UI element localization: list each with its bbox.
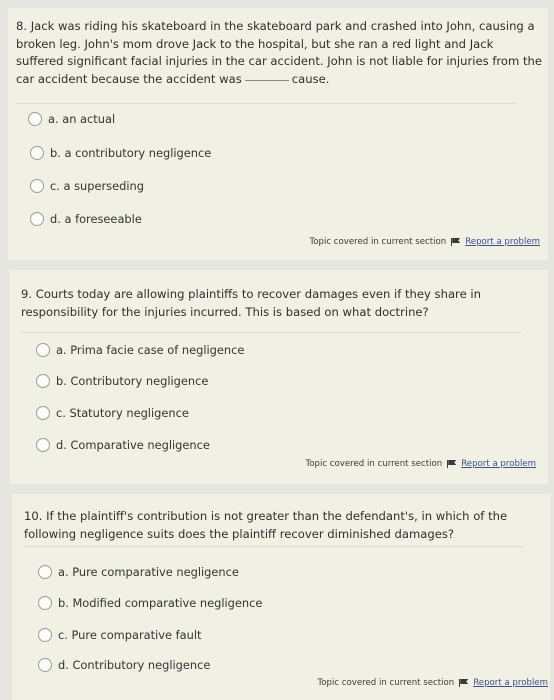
option-d[interactable] — [36, 438, 210, 452]
question-card-10 — [12, 494, 550, 700]
option-label: d. Comparative negligence — [56, 438, 210, 452]
option-label: d. Contributory negligence — [58, 658, 211, 672]
question-text — [16, 18, 542, 88]
question-card-9 — [10, 270, 548, 484]
question-prompt: 8. Jack was riding his skateboard in the skateboard park and crashed into John, causing a broken leg. John's mom drove Jack to the hospital, but she ran a red light and Jack suffered significant facial injuries in the car accident. John is not liable for injuries from the car accident because the accident was — [16, 19, 543, 86]
question-footer — [305, 459, 536, 469]
question-footer — [317, 678, 548, 688]
radio-button[interactable] — [36, 343, 50, 357]
option-c[interactable] — [30, 179, 144, 193]
question-card-8 — [8, 8, 548, 260]
radio-button[interactable] — [30, 146, 44, 160]
option-label: a. an actual — [48, 112, 116, 126]
radio-button[interactable] — [36, 374, 50, 388]
option-c[interactable] — [38, 628, 202, 642]
topic-covered-label: Topic covered in current section — [305, 459, 443, 469]
option-a[interactable] — [36, 343, 244, 357]
report-problem-link[interactable]: Report a problem — [461, 459, 536, 469]
report-problem-link[interactable]: Report a problem — [465, 237, 540, 247]
radio-button[interactable] — [38, 596, 52, 610]
option-label: c. a superseding — [50, 179, 144, 193]
divider — [16, 103, 516, 104]
radio-button[interactable] — [30, 179, 44, 193]
radio-button[interactable] — [30, 212, 44, 226]
topic-covered-label: Topic covered in current section — [309, 237, 447, 247]
question-prompt-suffix: cause. — [291, 71, 330, 86]
topic-covered-label: Topic covered in current section — [317, 678, 455, 688]
option-a[interactable] — [28, 112, 115, 126]
option-label: c. Pure comparative fault — [58, 628, 202, 642]
radio-button[interactable] — [36, 438, 50, 452]
option-d[interactable] — [38, 658, 210, 672]
radio-button[interactable] — [38, 565, 52, 579]
question-text: 9. Courts today are allowing plaintiffs to recover damages even if they share in responsibility for the injuries incurred. This is based on what doctrine? — [21, 287, 481, 319]
option-b[interactable] — [36, 374, 208, 388]
option-label: a. Prima facie case of negligence — [56, 343, 245, 357]
question-text: 10. If the plaintiff's contribution is not greater than the defendant's, in which of the following negligence suits does the plaintiff recover diminished damages? — [24, 509, 508, 541]
radio-button[interactable] — [36, 406, 50, 420]
flag-icon — [447, 460, 458, 468]
option-label: b. Contributory negligence — [56, 374, 209, 388]
option-label: b. a contributory negligence — [50, 146, 212, 160]
answer-blank — [245, 79, 289, 81]
option-d[interactable] — [30, 212, 142, 226]
flag-icon — [459, 679, 470, 687]
option-c[interactable] — [36, 406, 189, 420]
option-b[interactable] — [38, 596, 262, 610]
report-problem-link[interactable]: Report a problem — [473, 678, 548, 688]
divider — [21, 332, 521, 333]
option-label: b. Modified comparative negligence — [58, 596, 263, 610]
divider — [24, 546, 524, 547]
radio-button[interactable] — [38, 658, 52, 672]
option-label: d. a foreseeable — [50, 212, 142, 226]
option-a[interactable] — [38, 565, 239, 579]
question-footer — [309, 237, 540, 247]
flag-icon — [451, 238, 462, 246]
option-label: a. Pure comparative negligence — [58, 565, 239, 579]
radio-button[interactable] — [38, 628, 52, 642]
option-b[interactable] — [30, 146, 211, 160]
radio-button[interactable] — [28, 112, 42, 126]
option-label: c. Statutory negligence — [56, 406, 189, 420]
